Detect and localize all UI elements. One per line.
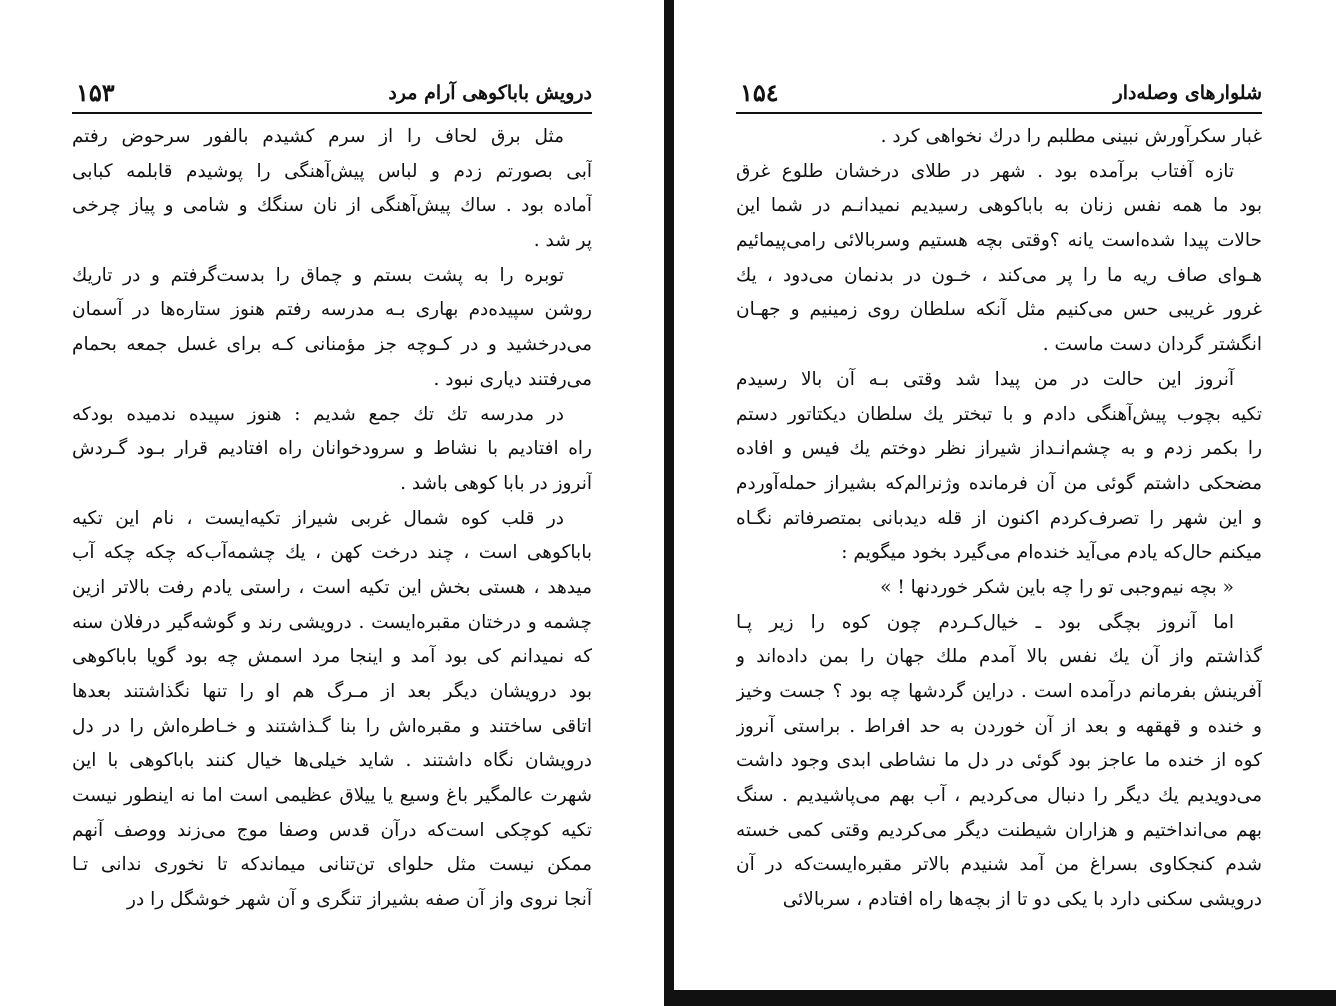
text-line: تکیه بچوب پیش‌آهنگی دادم و با تبختر یك سلطان دیکتاتور دستم [736, 403, 1262, 425]
text-line: غرور غریبی حس می‌کنیم مثل آنکه سلطان روی زمینیم و جهـان [736, 299, 1262, 321]
right-page-header [736, 78, 1262, 114]
paragraph-first-line: در قلب کوه شمال غربی شیراز تکیه‌ایست ، نام این تکیه [72, 507, 564, 529]
paragraph-first-line: توبره را به پشت بستم و چماق را بدست‌گرفتم و در تاریك [72, 264, 564, 286]
paragraph-first-line: آنروز این حالت در من پیدا شد وقتی بـه آن بالا رسیدم [736, 368, 1234, 390]
text-line: شهرت عالمگیر باغ وسیع یا ییلاق عظیمی است اما نه اینطور نیست [72, 785, 592, 807]
text-line: می‌رفتند دیاری نبود . [433, 368, 592, 390]
text-line: بود درویشان دیگر بعد از مـرگ هم او را تنها نگذاشتند بعدها [72, 681, 592, 702]
right-page-body [736, 120, 1262, 918]
text-line: که نمیدانم کی بود آمد و اینجا مرد اسمش چه بود گویا باباکوهی [72, 646, 592, 668]
text-line: را بکمر زدم و به چشم‌انـداز شیراز نظر دوختم یك فیس و افاده [736, 438, 1262, 460]
left-running-title: درویش باباکوهی آرام مرد [388, 82, 592, 104]
text-line: باباکوهی است ، چند درخت کهن ، یك چشمه‌آب‌که چکه چکه آب [72, 542, 592, 564]
text-line: راه افتادیم با نشاط و سرودخوانان راه افتادیم قرار بـود گـردش [72, 438, 592, 460]
left-page-body [72, 120, 592, 918]
text-line: میدهد ، هستی بخش این تکیه است ، راستی یادم رفت بالاتر ازین [72, 576, 592, 598]
left-page [0, 0, 664, 990]
text-line: بهم می‌انداختیم و هزاران شیطنت دیگر می‌کردیم وقتی کمی خسته [736, 819, 1262, 841]
text-line: غبار سکرآورش نبینی مطلبم را درك نخواهی کرد . [880, 126, 1262, 147]
text-line: آفرینش بفرمانم درآمده است . دراین گردشها چه بود ؟ جست وخیز [736, 681, 1262, 702]
right-page-number: ۱۵٤ [740, 78, 779, 107]
text-line: پر شد . [533, 230, 592, 252]
paragraph-first-line: اما آنروز بچگی بود ـ خیال‌کـردم چون کوه را زیر پـا [736, 611, 1234, 633]
right-running-title: شلوارهای وصله‌دار [1113, 82, 1262, 104]
text-line: چشمه و درختان مقبره‌ایست . درویشی رند و گوشه‌گیر درفلان سنه [72, 611, 592, 633]
text-line: آنروز در بابا کوهی باشد . [400, 472, 592, 494]
text-line: بود ما همه نفس زنان به باباکوهی رسیدیم نمیدانـم در شما این [736, 195, 1262, 217]
scan-bottom-edge [664, 990, 1336, 1006]
paragraph-first-line: « بچه نیم‌وجبی تو را چه باین شکر خوردنها ! » [880, 576, 1234, 598]
text-line: کوه از خنده ما عاجز بود گوئی در دل ما نشاطی ابدی وجود داشت [736, 750, 1262, 772]
paragraph-first-line: مثل برق لحاف را از سرم کشیدم بالفور سرحوض رفتم [72, 126, 564, 147]
text-line: هـوای صاف ریه ما را پر می‌کند ، خـون در بدنمان می‌دود ، یك [736, 264, 1262, 286]
text-line: و خنده و قهقهه و بعد از آن خوردن به حد افراط . براستی آنروز [736, 715, 1262, 737]
text-line: درویشی سکنی دارد با یکی دو تا از بچه‌ها راه افتادم ، سربالائی [782, 889, 1262, 911]
text-line: روشن سپیده‌دم بهاری بـه مدرسه رفتم هنوز ستاره‌ها در آسمان [72, 299, 592, 321]
text-line: آماده بود . ساك پیش‌آهنگی از نان سنگك و شامی و پیاز چرخی [72, 195, 592, 217]
text-line: درویشان نگاه داشتند . شاید خیلی‌ها خیال کنند باباکوهی با این [72, 750, 592, 772]
paragraph-first-line: در مدرسه تك تك جمع شدیم : هنوز سپیده ندمیده بودکه [72, 403, 564, 425]
text-line: ممکن نیست مثل حلوای تن‌تنانی میماندکه تا نخوری ندانی تـا [72, 854, 592, 876]
text-line: حالات پیدا شده‌است یانه ؟وقتی بچه هستیم وسربالائی رامی‌پیمائیم [736, 230, 1262, 252]
text-line: تکیه کوچکی است‌که درآن قدس وصفا موج می‌زند ووصف آنهم [72, 819, 592, 841]
paragraph-first-line: تازه آفتاب برآمده بود . شهر در طلای درخشان طلوع غرق [736, 160, 1234, 182]
text-line: می‌درخشید و در کـوچه جز مؤمنانی کـه برای غسل جمعه بحمام [72, 334, 592, 356]
text-line: میکنم حال‌که یادم می‌آید خنده‌ام می‌گیرد بخود میگویم : [841, 542, 1262, 564]
text-line: انگشتر گردان دست ماست . [1042, 334, 1262, 356]
text-line: شدم کنجکاوی بسراغ من آمد شنیدم بالاتر مقبره‌ایست‌که در آن [736, 854, 1262, 876]
text-line: می‌دویدیم یك دیگر را دنبال می‌کردیم ، آب بهم می‌پاشیدیم . سنگ [736, 785, 1262, 807]
left-page-header [72, 78, 592, 114]
text-line: آبی بصورتم زدم و لباس پیش‌آهنگی را پوشیدم قابلمه کبابی [72, 160, 592, 182]
book-gutter [664, 0, 674, 1006]
text-line: و این شهر را تصرف‌کردم اکنون از قله دیدبانی بمتصرفاتم نگـاه [736, 507, 1262, 529]
text-line: اتاقی ساختند و مقبره‌اش را بنا گـذاشتند و خـاطره‌اش را در دل [72, 715, 592, 737]
right-page [674, 0, 1336, 990]
text-line: گذاشتم واز آن یك نفس بالا آمدم ملك جهان را بمن داده‌اند و [736, 646, 1262, 668]
text-line: آنجا نروی واز آن صفه بشیراز تنگری و آن شهر خوشگل را در [127, 889, 592, 911]
left-page-number: ۱۵۳ [76, 78, 115, 107]
text-line: مضحکی داشتم گوئی من آن فرمانده وژنرالم‌که بشیراز حمله‌آوردم [736, 472, 1262, 494]
